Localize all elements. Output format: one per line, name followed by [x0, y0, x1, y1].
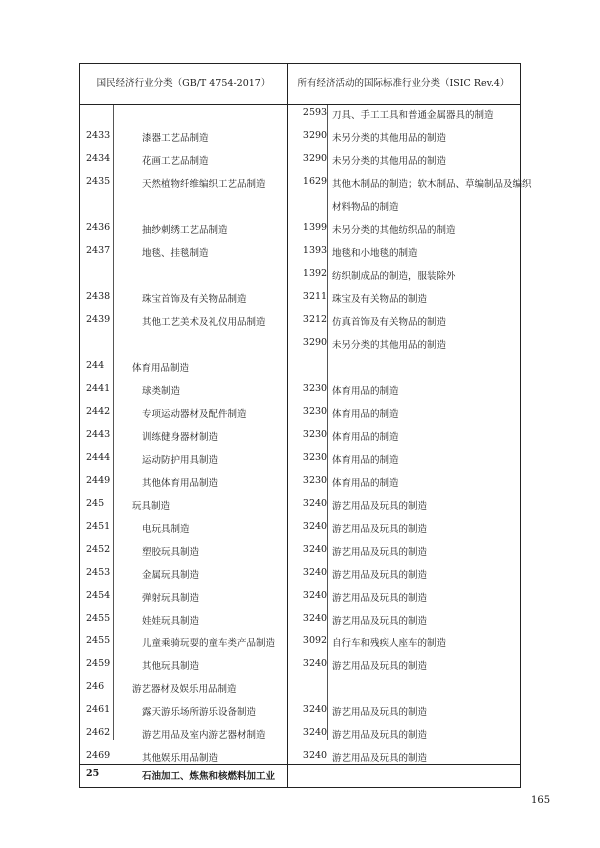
row-isic-desc: 未另分类的其他用品的制造: [332, 156, 447, 167]
row-name: 运动防护用具制造: [142, 455, 219, 466]
table-row: [80, 542, 520, 562]
row-isic-desc: 材料物品的制造: [332, 202, 399, 213]
row-isic-code: 1392: [302, 268, 328, 279]
row-name: 游艺用品及室内游艺器材制造: [142, 730, 266, 741]
row-code: 2453: [86, 567, 111, 578]
row-code: 2455: [86, 613, 111, 624]
row-isic-desc: 游艺用品及玩具的制造: [332, 730, 428, 741]
row-name: 训练健身器材制造: [142, 432, 219, 443]
row-isic-desc: 体育用品的制造: [332, 455, 399, 466]
table-row: [80, 358, 520, 378]
table-row: [80, 243, 520, 263]
table-row: [80, 565, 520, 585]
row-isic-code: 3240: [302, 544, 328, 555]
row-name: 漆器工艺品制造: [142, 133, 209, 144]
row-name: 天然植物纤维编织工艺品制造: [142, 179, 266, 190]
row-code: 2449: [86, 475, 111, 486]
row-code: 2461: [86, 704, 111, 715]
row-isic-code: 3240: [302, 750, 328, 761]
table-row: [80, 266, 520, 286]
row-isic-desc: 地毯和小地毯的制造: [332, 248, 418, 259]
row-isic-desc: 未另分类的其他用品的制造: [332, 133, 447, 144]
row-code: 25: [86, 768, 100, 779]
row-code: 2437: [86, 245, 111, 256]
classification-table: [79, 63, 532, 788]
row-isic-code: 3230: [302, 406, 328, 417]
row-isic-code: 3240: [302, 704, 328, 715]
row-code: 2443: [86, 429, 111, 440]
row-name: 弹射玩具制造: [142, 593, 200, 604]
table-row: [80, 588, 520, 608]
row-isic-code: 3230: [302, 429, 328, 440]
row-code: 2439: [86, 314, 111, 325]
row-isic-code: 3230: [302, 452, 328, 463]
row-code: 2459: [86, 658, 111, 669]
row-code: 2434: [86, 153, 111, 164]
row-isic-desc: 游艺用品及玩具的制造: [332, 501, 428, 512]
table-row: [80, 766, 520, 786]
row-name: 抽纱刺绣工艺品制造: [142, 225, 228, 236]
row-code: 2452: [86, 544, 111, 555]
table-row: [80, 702, 520, 722]
row-isic-code: 3212: [302, 314, 328, 325]
row-name: 专项运动器材及配件制造: [142, 409, 247, 420]
row-isic-code: 3092: [302, 635, 328, 646]
row-isic-desc: 刀具、手工工具和普通金属器具的制造: [332, 110, 494, 121]
row-code: 2433: [86, 130, 111, 141]
row-name: 石油加工、炼焦和核燃料加工业: [142, 771, 276, 782]
row-name: 地毯、挂毯制造: [142, 248, 209, 259]
row-name: 花画工艺品制造: [142, 156, 209, 167]
row-isic-desc: 体育用品的制造: [332, 432, 399, 443]
row-name: 其他工艺美术及礼仪用品制造: [142, 317, 266, 328]
row-name: 其他玩具制造: [142, 661, 200, 672]
row-code: 2455: [86, 635, 111, 646]
header-isic: 所有经济活动的国际标准行业分类（ISIC Rev.4）: [297, 78, 510, 89]
row-isic-desc: 游艺用品及玩具的制造: [332, 570, 428, 581]
row-name: 娃娃玩具制造: [142, 616, 200, 627]
row-isic-desc: 游艺用品及玩具的制造: [332, 753, 428, 764]
table-row: [80, 289, 520, 309]
table-row: [80, 496, 520, 516]
table-row: [80, 335, 520, 355]
row-isic-desc: 纺织制成品的制造，服装除外: [332, 271, 456, 282]
row-code: 2442: [86, 406, 111, 417]
row-isic-desc: 珠宝及有关物品的制造: [332, 294, 428, 305]
table-row: [80, 105, 520, 125]
row-name: 体育用品制造: [132, 363, 190, 374]
row-name: 其他娱乐用品制造: [142, 753, 219, 764]
row-isic-code: 3230: [302, 383, 328, 394]
row-name: 电玩具制造: [142, 524, 190, 535]
table-row: [80, 174, 532, 194]
row-isic-desc: 其他木制品的制造；软木制品、草编制品及编织: [332, 179, 532, 190]
row-isic-code: 3240: [302, 590, 328, 601]
row-isic-desc: 未另分类的其他用品的制造: [332, 340, 447, 351]
row-isic-desc: 游艺用品及玩具的制造: [332, 524, 428, 535]
row-isic-desc: 自行车和残疾人座车的制造: [332, 638, 447, 649]
row-name: 金属玩具制造: [142, 570, 200, 581]
row-isic-code: 3240: [302, 613, 328, 624]
row-name: 其他体育用品制造: [142, 478, 219, 489]
row-code: 2469: [86, 750, 111, 761]
table-row: [80, 151, 520, 171]
row-isic-code: 2593: [302, 107, 328, 118]
row-code: 2451: [86, 521, 111, 532]
row-name: 珠宝首饰及有关物品制造: [142, 294, 247, 305]
table-row: [80, 633, 520, 653]
row-code: 2438: [86, 291, 111, 302]
table-row: [80, 128, 520, 148]
row-isic-code: 3230: [302, 475, 328, 486]
table-row: [80, 450, 520, 470]
row-isic-desc: 体育用品的制造: [332, 386, 399, 397]
row-isic-code: 1399: [302, 222, 328, 233]
table-row: [80, 220, 520, 240]
row-name: 玩具制造: [132, 501, 171, 512]
row-name: 露天游乐场所游乐设备制造: [142, 707, 257, 718]
row-name: 儿童乘骑玩耍的童车类产品制造: [142, 638, 276, 649]
table-row: [80, 197, 520, 217]
header-gbt: 国民经济行业分类（GB/T 4754-2017）: [96, 78, 271, 89]
row-isic-code: 3240: [302, 498, 328, 509]
row-code: 2436: [86, 222, 111, 233]
row-code: 2441: [86, 383, 111, 394]
row-code: 244: [86, 360, 105, 371]
page-number: 165: [531, 795, 551, 806]
row-code: 2435: [86, 176, 111, 187]
row-isic-code: 3290: [302, 130, 328, 141]
table-row: [80, 312, 520, 332]
row-code: 2444: [86, 452, 111, 463]
row-code: 245: [86, 498, 105, 509]
row-code: 246: [86, 681, 105, 692]
row-isic-desc: 体育用品的制造: [332, 478, 399, 489]
row-isic-desc: 游艺用品及玩具的制造: [332, 707, 428, 718]
row-isic-code: 3240: [302, 727, 328, 738]
row-isic-code: 3240: [302, 521, 328, 532]
table-row: [80, 725, 520, 745]
table-row: [80, 473, 520, 493]
table-row: [80, 611, 520, 631]
row-code: 2454: [86, 590, 111, 601]
table-row: [80, 427, 520, 447]
row-isic-code: 3240: [302, 567, 328, 578]
row-isic-code: 3240: [302, 658, 328, 669]
table-row: [80, 679, 520, 699]
row-code: 2462: [86, 727, 111, 738]
row-isic-code: 3290: [302, 337, 328, 348]
row-isic-desc: 未另分类的其他纺织品的制造: [332, 225, 456, 236]
table-row: [80, 519, 520, 539]
row-isic-code: 3211: [302, 291, 328, 302]
row-name: 游艺器材及娱乐用品制造: [132, 684, 237, 695]
row-isic-desc: 游艺用品及玩具的制造: [332, 593, 428, 604]
table-row: [80, 656, 520, 676]
row-isic-desc: 仿真首饰及有关物品的制造: [332, 317, 447, 328]
row-isic-desc: 游艺用品及玩具的制造: [332, 616, 428, 627]
table-row: [80, 748, 520, 768]
row-name: 塑胶玩具制造: [142, 547, 200, 558]
row-name: 球类制造: [142, 386, 181, 397]
row-isic-desc: 体育用品的制造: [332, 409, 399, 420]
row-isic-code: 1629: [302, 176, 328, 187]
row-isic-desc: 游艺用品及玩具的制造: [332, 547, 428, 558]
row-isic-desc: 游艺用品及玩具的制造: [332, 661, 428, 672]
table-row: [80, 381, 520, 401]
table-row: [80, 404, 520, 424]
row-isic-code: 1393: [302, 245, 328, 256]
row-isic-code: 3290: [302, 153, 328, 164]
